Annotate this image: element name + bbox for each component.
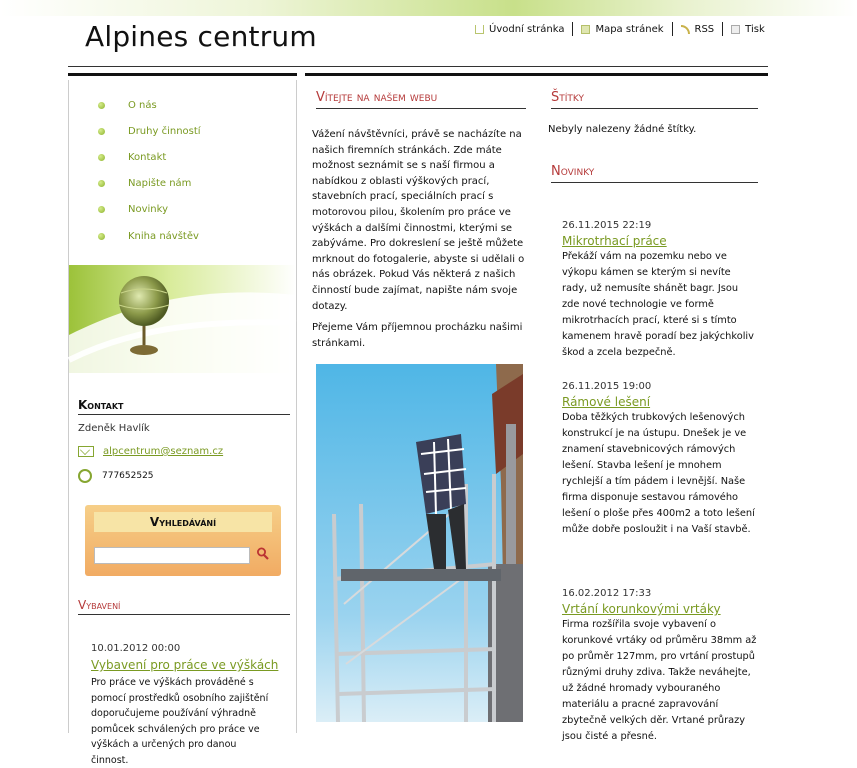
- sidebar: [68, 80, 297, 766]
- sidebar-item-label: O nás: [128, 99, 157, 111]
- main-heading: Vítejte na našem webu: [316, 90, 526, 109]
- news-item: [562, 220, 758, 361]
- sidebar-menu: [69, 80, 296, 249]
- sidebar-item-kniha-navstev[interactable]: [69, 223, 296, 249]
- sidebar-item-napiste-nam[interactable]: [69, 171, 296, 197]
- rss-icon: [681, 25, 690, 34]
- envelope-icon: [78, 446, 94, 457]
- bullet-icon: [98, 102, 105, 109]
- topnav-home-label: Úvodní stránka: [489, 23, 565, 35]
- sidebar-item-label: Kontakt: [128, 151, 167, 163]
- print-icon: [731, 25, 740, 34]
- news-date: 26.11.2015 22:19: [562, 220, 652, 231]
- contact-email-link[interactable]: alpcentrum@seznam.cz: [103, 446, 224, 457]
- equipment-text: Pro práce ve výškách prováděné s pomocí prostředků osobního zajištění doporučujeme používání výhradně pomůcek schválených pro práce ve výškách a určených pro danou činnost.: [91, 677, 269, 766]
- search-input[interactable]: [94, 547, 250, 564]
- equipment-date: 10.01.2012 00:00: [91, 643, 181, 654]
- bullet-icon: [98, 233, 105, 240]
- globe-illustration: [69, 265, 296, 373]
- tags-heading: Štítky: [551, 90, 758, 109]
- topnav-rss-label: RSS: [694, 23, 715, 35]
- bullet-icon: [98, 180, 105, 187]
- sidebar-item-o-nas[interactable]: [69, 92, 296, 118]
- contact-email-row: [78, 446, 223, 457]
- sidebar-item-label: Napište nám: [128, 178, 192, 190]
- equipment-title-link[interactable]: Vybavení pro práce ve výškách: [91, 658, 279, 672]
- main-paragraph-1: Vážení návštěvníci, právě se nacházíte na našich firemních stránkách. Zde máte možnost seznámit se s naší firmou a nabídkou z oblasti výškových prací, stavebních prací, speciálních prací s motorovou pilou, školením pro práce ve výškách a dalšími činnostmi, kterými se zabýváme. Pro dokreslení se ještě můžete mrknout do fotogalerie, abyste si udělali o nás obrázek. Pokud Vás některá z našich činností bude zajímat, napište nám svoje dotazy.: [312, 129, 525, 312]
- bullet-icon: [98, 206, 105, 213]
- news-item: [562, 381, 758, 538]
- sidebar-item-label: Kniha návštěv: [128, 230, 199, 242]
- news-heading: Novinky: [551, 164, 758, 183]
- phone-icon: [78, 469, 92, 483]
- search-heading: Vyhledávání: [94, 512, 272, 532]
- tags-empty-text: Nebyly nalezeny žádné štítky.: [548, 124, 697, 135]
- home-icon: [475, 25, 484, 34]
- top-navigation: [467, 22, 773, 36]
- header-divider: [68, 66, 768, 76]
- sidebar-item-label: Druhy činností: [128, 125, 201, 137]
- topnav-print-label: Tisk: [745, 23, 765, 35]
- contact-name: Zdeněk Havlík: [78, 423, 150, 434]
- search-box: [85, 505, 281, 576]
- scaffolding-photo: [316, 364, 523, 722]
- news-text: Firma rozšířila svoje vybavení o korunkové vrtáky od průměru 38mm až po průměr 127mm, pro vrtání prostupů různými druhy zdiva. Takže neváhejte, už žádné hromady vybouraného materiálu a pracné zapravování zbytečně velkých děr. Vrtané průrazy jsou čisté a přesné.: [562, 619, 757, 742]
- topnav-rss[interactable]: [672, 22, 723, 36]
- contact-heading: Kontakt: [78, 398, 290, 415]
- topnav-home[interactable]: [467, 22, 572, 36]
- news-date: 26.11.2015 19:00: [562, 381, 652, 392]
- top-gradient-band: [0, 0, 857, 16]
- bullet-icon: [98, 154, 105, 161]
- sidebar-item-label: Novinky: [128, 204, 168, 216]
- sitemap-icon: [581, 25, 590, 34]
- main-paragraph-2: Přejeme Vám příjemnou procházku našimi stránkami.: [312, 322, 523, 349]
- news-text: Doba těžkých trubkových lešenových konstrukcí je na ústupu. Dnešek je ve znamení stavebnicových rámových lešení. Stavba lešení je mnohem rychlejší a tím pádem i levnější. Naše firma disponuje sestavou rámového lešení o ploše přes 400m2 a toto lešení může dobře posloužit i na Vaší stavbě.: [562, 412, 755, 535]
- search-button[interactable]: [256, 546, 270, 562]
- topnav-sitemap-label: Mapa stránek: [595, 23, 664, 35]
- news-date: 16.02.2012 17:33: [562, 588, 652, 599]
- search-icon: [256, 546, 270, 562]
- news-text: Překáží vám na pozemku nebo ve výkopu kámen se kterým si nevíte rady, už nemusíte shánět bagr. Jsou zde nové technologie ve formě mikrotrhacích prací, které si s tímto kamenem hravě poradí bez jakýchkoliv škod a zcela bezpečně.: [562, 251, 754, 358]
- sidebar-item-kontakt[interactable]: [69, 144, 296, 170]
- news-title-link[interactable]: Mikrotrhací práce: [562, 234, 667, 248]
- contact-phone-row: [78, 469, 154, 483]
- contact-phone: 777652525: [102, 471, 154, 481]
- site-title[interactable]: Alpines centrum: [85, 20, 317, 53]
- news-title-link[interactable]: Vrtání korunkovými vrtáky: [562, 602, 721, 616]
- sidebar-item-novinky[interactable]: [69, 197, 296, 223]
- bullet-icon: [98, 128, 105, 135]
- topnav-print[interactable]: [722, 22, 773, 36]
- sidebar-item-druhy-cinnosti[interactable]: [69, 118, 296, 144]
- equipment-heading: Vybavení: [78, 598, 290, 615]
- news-title-link[interactable]: Rámové lešení: [562, 395, 651, 409]
- news-item: [562, 588, 758, 745]
- topnav-sitemap[interactable]: [572, 22, 671, 36]
